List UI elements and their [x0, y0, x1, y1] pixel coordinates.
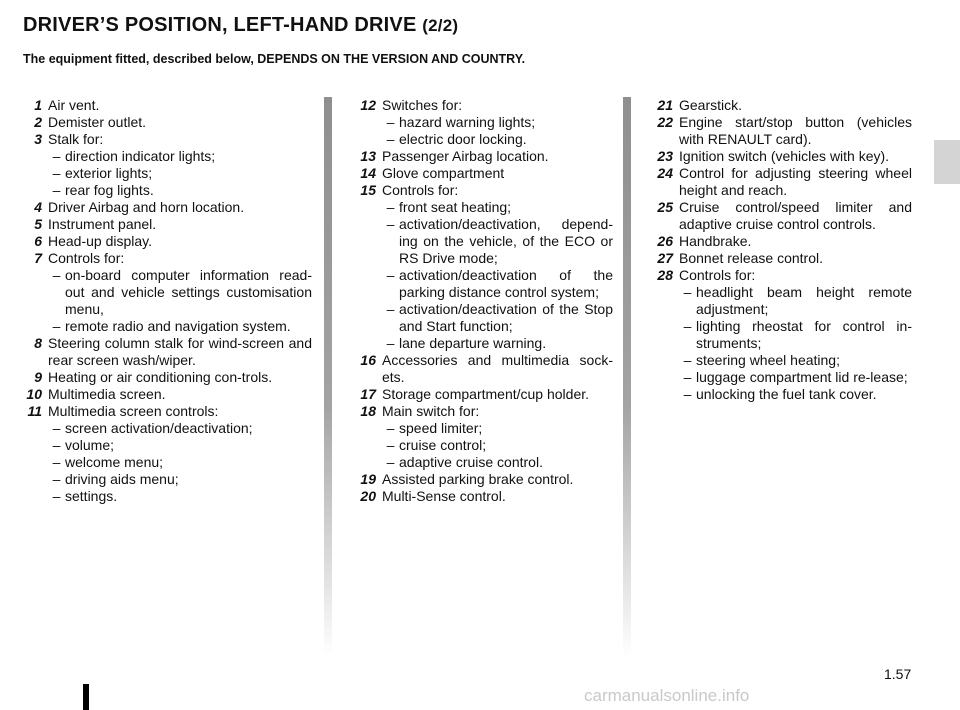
legend-item — [348, 182, 613, 199]
legend-subitem — [48, 148, 312, 165]
legend-item-number: 2 — [34, 114, 42, 130]
legend-item — [14, 233, 312, 250]
legend-item — [14, 131, 312, 148]
legend-item-text: Switches for: — [382, 97, 463, 113]
dash-bullet: – — [386, 437, 395, 453]
dash-bullet: – — [52, 267, 61, 283]
dash-bullet: – — [52, 471, 61, 487]
legend-subitem-text: welcome menu; — [65, 454, 164, 470]
dash-bullet: – — [386, 454, 395, 470]
legend-subitem — [679, 352, 912, 369]
legend-item-text: Multimedia screen controls: — [48, 403, 219, 419]
legend-item — [14, 386, 312, 403]
legend-item-number: 14 — [360, 165, 376, 181]
legend-item — [348, 165, 613, 182]
legend-subitem — [382, 131, 613, 148]
dash-bullet: – — [683, 352, 692, 368]
legend-item-text: Air vent. — [48, 97, 100, 113]
legend-subitem-text: unlocking the fuel tank cover. — [696, 386, 877, 402]
legend-item — [14, 369, 312, 386]
dash-bullet: – — [386, 301, 395, 317]
legend-item — [348, 148, 613, 165]
legend-item — [645, 148, 912, 165]
page-title-part: (2/2) — [422, 16, 459, 35]
legend-item — [645, 165, 912, 199]
legend-item-number: 6 — [34, 233, 42, 249]
dash-bullet: – — [683, 284, 692, 300]
legend-item-text: Glove compartment — [382, 165, 505, 181]
legend-item-text: Steering column stalk for wind-screen and rear screen wash/wiper. — [48, 335, 312, 368]
legend-subitem-text: activation/deactivation of the parking distance control system; — [399, 267, 613, 300]
legend-item-number: 1 — [34, 97, 42, 113]
legend-item — [14, 97, 312, 114]
dash-bullet: – — [683, 386, 692, 402]
legend-item — [645, 97, 912, 114]
legend-subitem-text: lane departure warning. — [399, 335, 547, 351]
legend-item — [14, 403, 312, 420]
legend-item-text: Head-up display. — [48, 233, 153, 249]
legend-item-number: 22 — [657, 114, 673, 130]
page-marker — [83, 684, 89, 710]
legend-item-text: Controls for: — [679, 267, 756, 283]
column-divider — [623, 97, 631, 657]
legend-item-number: 10 — [26, 386, 42, 402]
legend-subitem — [382, 199, 613, 216]
legend-item — [348, 488, 613, 505]
legend-item-number: 25 — [657, 199, 673, 215]
legend-item-text: Accessories and multimedia sock-ets. — [382, 352, 613, 385]
dash-bullet: – — [386, 131, 395, 147]
dash-bullet: – — [52, 454, 61, 470]
legend-subitem — [679, 386, 912, 403]
legend-subitem-text: exterior lights; — [65, 165, 153, 181]
legend-subitem — [382, 216, 613, 267]
legend-item-text: Driver Airbag and horn location. — [48, 199, 245, 215]
legend-subitem — [382, 114, 613, 131]
legend-item-text: Cruise control/speed limiter and adaptive cruise control controls. — [679, 199, 912, 232]
legend-item-text: Demister outlet. — [48, 114, 147, 130]
legend-item-text: Instrument panel. — [48, 216, 157, 232]
legend-item-number: 20 — [360, 488, 376, 504]
dash-bullet: – — [52, 182, 61, 198]
legend-subitem-text: lighting rheostat for control in-struments; — [696, 318, 912, 351]
legend-item-number: 3 — [34, 131, 42, 147]
dash-bullet: – — [386, 216, 395, 232]
legend-subitem-text: steering wheel heating; — [696, 352, 840, 368]
page-number: 1.57 — [884, 666, 912, 682]
legend-item-text: Control for adjusting steering wheel height and reach. — [679, 165, 912, 198]
legend-subitem — [48, 267, 312, 318]
legend-subitem — [48, 488, 312, 505]
legend-subitem-text: direction indicator lights; — [65, 148, 216, 164]
legend-subitem — [48, 318, 312, 335]
legend-item — [348, 471, 613, 488]
legend-item-text: Ignition switch (vehicles with key). — [679, 148, 890, 164]
legend-subitem — [382, 267, 613, 301]
legend-subitem-text: luggage compartment lid re-lease; — [696, 369, 908, 385]
legend-subitem — [382, 420, 613, 437]
legend-subitem — [48, 420, 312, 437]
legend-item-number: 11 — [27, 403, 42, 419]
legend-item-text: Engine start/stop button (vehicles with RENAULT card). — [679, 114, 912, 147]
dash-bullet: – — [386, 335, 395, 351]
dash-bullet: – — [683, 318, 692, 334]
page-subtitle: The equipment fitted, described below, DEPENDS ON THE VERSION AND COUNTRY. — [23, 52, 526, 66]
dash-bullet: – — [386, 114, 395, 130]
legend-column-2 — [348, 97, 613, 505]
legend-item — [348, 386, 613, 403]
legend-item — [348, 403, 613, 420]
legend-item-text: Controls for: — [48, 250, 125, 266]
legend-column-1 — [14, 97, 312, 505]
legend-subitem — [382, 437, 613, 454]
legend-item-text: Assisted parking brake control. — [382, 471, 574, 487]
legend-subitem-text: on-board computer information read-out and vehicle settings customisation menu, — [65, 267, 312, 317]
legend-item — [645, 250, 912, 267]
legend-item-number: 8 — [34, 335, 42, 351]
dash-bullet: – — [52, 165, 61, 181]
legend-item-text: Handbrake. — [679, 233, 752, 249]
legend-subitem-text: settings. — [65, 488, 118, 504]
legend-subitem-text: remote radio and navigation system. — [65, 318, 291, 334]
legend-item — [14, 216, 312, 233]
legend-item-number: 23 — [657, 148, 673, 164]
page-title — [23, 14, 458, 37]
legend-subitem — [679, 369, 912, 386]
legend-subitem — [48, 437, 312, 454]
legend-subitem — [679, 284, 912, 318]
legend-subitem-text: screen activation/deactivation; — [65, 420, 253, 436]
legend-column-3 — [645, 97, 912, 403]
dash-bullet: – — [52, 488, 61, 504]
legend-item-number: 28 — [657, 267, 673, 283]
legend-item — [645, 267, 912, 284]
legend-subitem — [48, 182, 312, 199]
legend-subitem-text: headlight beam height remote adjustment; — [696, 284, 912, 317]
legend-item-text: Multimedia screen. — [48, 386, 166, 402]
legend-item-text: Storage compartment/cup holder. — [382, 386, 590, 402]
legend-subitem — [48, 454, 312, 471]
legend-subitem-text: cruise control; — [399, 437, 487, 453]
legend-subitem-text: front seat heating; — [399, 199, 512, 215]
dash-bullet: – — [386, 267, 395, 283]
watermark: carmanualsonline.info — [584, 686, 750, 705]
legend-subitem-text: electric door locking. — [399, 131, 527, 147]
legend-subitem — [679, 318, 912, 352]
legend-item-number: 16 — [360, 352, 376, 368]
legend-item — [348, 97, 613, 114]
legend-subitem-text: activation/deactivation of the Stop and Start function; — [399, 301, 613, 334]
legend-item-text: Stalk for: — [48, 131, 104, 147]
legend-subitem-text: adaptive cruise control. — [399, 454, 543, 470]
legend-item-number: 27 — [657, 250, 673, 266]
legend-item-number: 18 — [360, 403, 376, 419]
legend-item — [14, 114, 312, 131]
legend-item-number: 9 — [34, 369, 42, 385]
legend-item-text: Passenger Airbag location. — [382, 148, 549, 164]
legend-item-text: Main switch for: — [382, 403, 480, 419]
dash-bullet: – — [386, 199, 395, 215]
dash-bullet: – — [683, 369, 692, 385]
dash-bullet: – — [52, 318, 61, 334]
legend-item-text: Heating or air conditioning con-trols. — [48, 369, 273, 385]
legend-item — [14, 250, 312, 267]
legend-subitem-text: hazard warning lights; — [399, 114, 536, 130]
legend-subitem — [382, 454, 613, 471]
legend-item-number: 12 — [360, 97, 376, 113]
legend-subitem — [382, 301, 613, 335]
column-divider — [324, 97, 332, 657]
legend-item — [14, 199, 312, 216]
legend-subitem-text: speed limiter; — [399, 420, 483, 436]
legend-subitem-text: rear fog lights. — [65, 182, 154, 198]
legend-item — [14, 335, 312, 369]
legend-item-number: 17 — [360, 386, 376, 402]
legend-item — [645, 199, 912, 233]
legend-subitem-text: driving aids menu; — [65, 471, 179, 487]
legend-item-text: Bonnet release control. — [679, 250, 823, 266]
dash-bullet: – — [52, 437, 61, 453]
legend-item-text: Multi-Sense control. — [382, 488, 506, 504]
legend-subitem-text: volume; — [65, 437, 115, 453]
legend-item-text: Gearstick. — [679, 97, 743, 113]
legend-item-number: 7 — [34, 250, 42, 266]
legend-item-number: 15 — [360, 182, 376, 198]
legend-item — [348, 352, 613, 386]
legend-subitem-text: activation/deactivation, depend-ing on the vehicle, of the ECO or RS Drive mode; — [399, 216, 613, 266]
legend-item-number: 19 — [360, 471, 376, 487]
legend-item-number: 5 — [34, 216, 42, 232]
dash-bullet: – — [52, 148, 61, 164]
legend-item-number: 4 — [34, 199, 42, 215]
page-title-text: DRIVER’S POSITION, LEFT-HAND DRIVE — [23, 14, 417, 36]
dash-bullet: – — [52, 420, 61, 436]
legend-item-number: 13 — [360, 148, 376, 164]
legend-item — [645, 114, 912, 148]
legend-item-number: 26 — [657, 233, 673, 249]
legend-subitem — [48, 471, 312, 488]
legend-subitem — [48, 165, 312, 182]
legend-item-number: 24 — [657, 165, 673, 181]
legend-item-number: 21 — [657, 97, 673, 113]
dash-bullet: – — [386, 420, 395, 436]
legend-item — [645, 233, 912, 250]
section-tab — [934, 140, 960, 184]
legend-item-text: Controls for: — [382, 182, 459, 198]
legend-subitem — [382, 335, 613, 352]
